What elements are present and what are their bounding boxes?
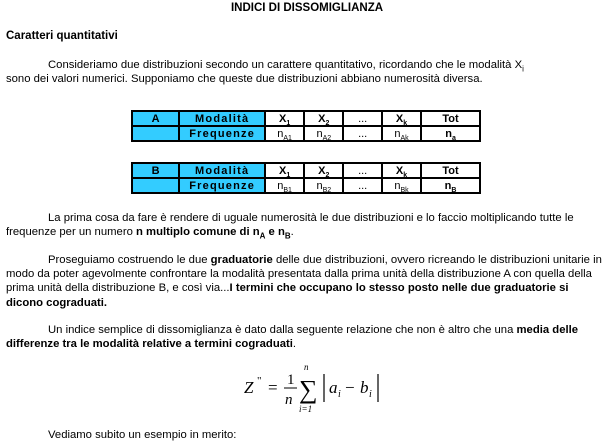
formula-numerator: 1 — [287, 372, 295, 388]
distribution-table-a — [131, 110, 481, 142]
paragraph-equal-size: La prima cosa da fare è rendere di uguale numerosità le due distribuzioni e lo faccio moltiplicando tutte le frequenze per un numero n multiplo comune di $n_A$ e $n_B$. — [6, 212, 574, 241]
cell-n1: $n_{A1}$ — [265, 126, 304, 141]
formula-minus: − — [345, 378, 355, 397]
cell-dots: ... — [343, 178, 382, 193]
cell-x2: $X_2$ — [304, 111, 343, 126]
formula-b-sub: i — [369, 389, 372, 400]
cell-xk: $X_k$ — [382, 163, 421, 178]
sum-lower-limit: i=1 — [299, 404, 313, 414]
cell-tot: Tot — [421, 111, 480, 126]
row-label-modalita: Modalità — [179, 111, 265, 126]
formula-a: a — [329, 378, 338, 397]
formula-equals: = — [268, 378, 278, 397]
group-name-blank — [132, 126, 179, 141]
cell-x1: $X_1$ — [265, 163, 304, 178]
paragraph-index: Un indice semplice di dissomiglianza è dato dalla seguente relazione che non è altro che una media delle differenze tra le modalità relative a termini cograduati. — [6, 324, 579, 351]
cell-n1: $n_{B1}$ — [265, 178, 304, 193]
group-name-blank — [132, 178, 179, 193]
cell-x2: $X_2$ — [304, 163, 343, 178]
page-title: INDICI DI DISSOMIGLIANZA — [230, 2, 384, 14]
cell-nk: $n_{Bk}$ — [382, 178, 421, 193]
formula-denominator: n — [285, 392, 293, 408]
cell-x1: $X_1$ — [265, 111, 304, 126]
formula-lhs: Z — [244, 378, 254, 397]
row-label-modalita: Modalità — [179, 163, 265, 178]
cell-dots: ... — [343, 126, 382, 141]
formula-a-sub: i — [338, 389, 341, 400]
distribution-table-b — [131, 162, 481, 194]
formula-primes: " — [257, 375, 262, 387]
sum-upper-limit: n — [304, 362, 309, 372]
cell-dots: ... — [343, 111, 382, 126]
cell-xk: $X_k$ — [382, 111, 421, 126]
row-label-frequenze: Frequenze — [179, 126, 265, 141]
group-name-a: A — [132, 111, 179, 126]
cell-tot: Tot — [421, 163, 480, 178]
paragraph-example: Vediamo subito un esempio in merito: — [48, 429, 237, 441]
cell-ntot: $n_a$ — [421, 126, 480, 141]
cell-n2: $n_{A2}$ — [304, 126, 343, 141]
sum-sigma-icon: ∑ — [299, 375, 318, 404]
cell-dots: ... — [343, 163, 382, 178]
formula-b: b — [360, 378, 369, 397]
paragraph-graduatorie: Proseguiamo costruendo le due graduatorie delle due distribuzioni, ovvero ricreando le distribuzioni unitarie in modo da poter agevolmente confrontare la modalità presentata dalla prima unità della distribuzione A con quella della prima unità della distribuzione B, e così via...I termini che occupano lo stesso posto nelle due graduatorie si dicono cograduati. — [6, 254, 602, 309]
cell-nk: $n_{Ak}$ — [382, 126, 421, 141]
row-label-frequenze: Frequenze — [179, 178, 265, 193]
cell-n2: $n_{B2}$ — [304, 178, 343, 193]
paragraph-intro: Consideriamo due distribuzioni secondo un carattere quantitativo, ricordando che le modalità $X_i$ sono dei valori numerici. Supponiamo che queste due distribuzioni abbiano numerosità diversa. — [6, 59, 524, 86]
section-heading: Caratteri quantitativi — [6, 30, 118, 42]
cell-ntot: $n_B$ — [421, 178, 480, 193]
dissimilarity-formula — [240, 362, 390, 418]
group-name-b: B — [132, 163, 179, 178]
